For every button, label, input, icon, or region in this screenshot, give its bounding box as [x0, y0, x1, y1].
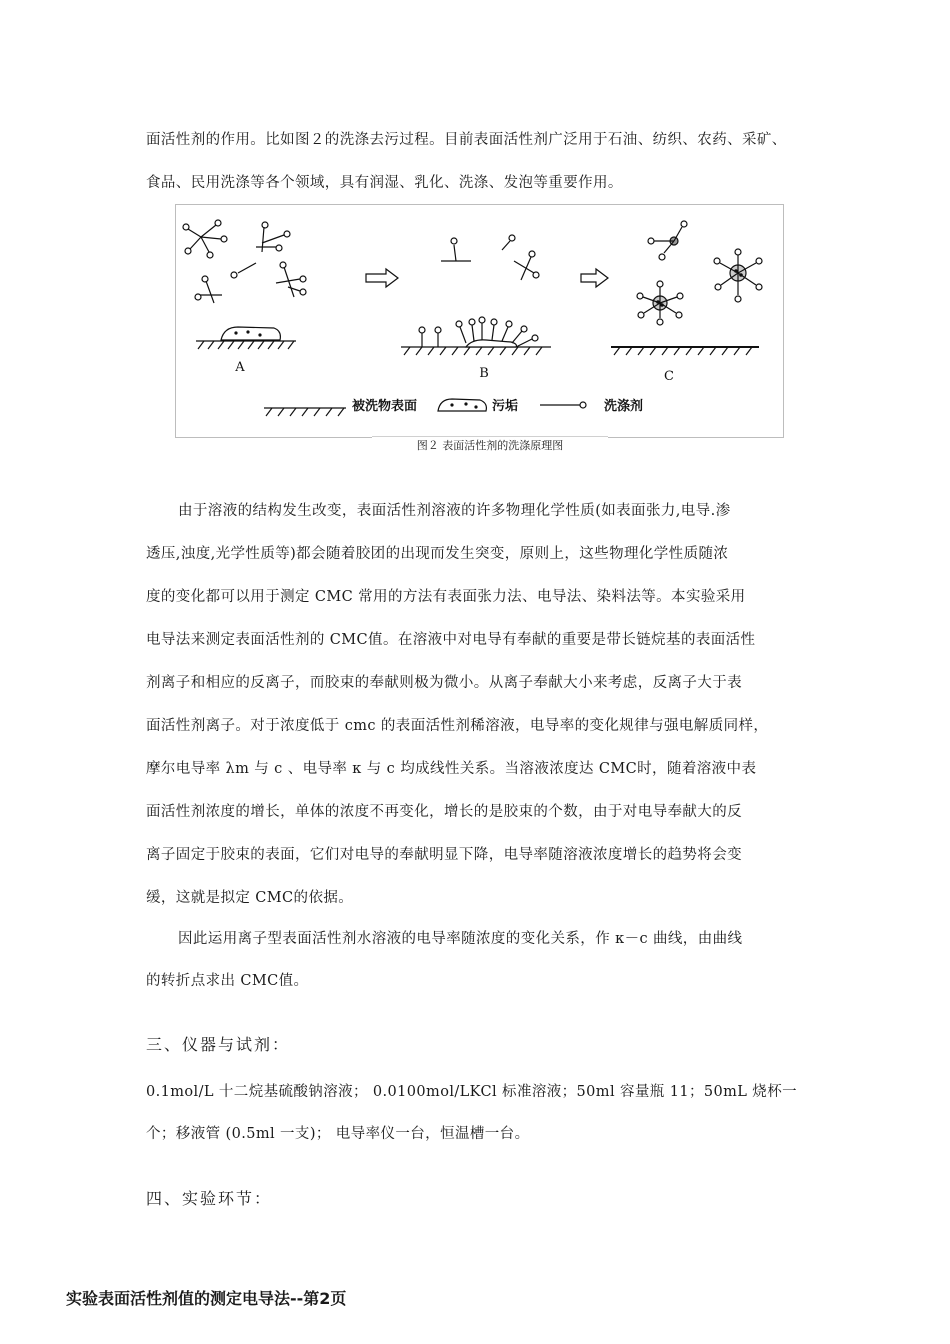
- section-3-line-1: 0.1mol/L 十二烷基硫酸钠溶液； 0.0100mol/LKCl 标准溶液；50ml 容量瓶 11；50mL 烧杯一: [146, 1084, 798, 1100]
- panel-label-a: A: [235, 360, 245, 375]
- p1-line-10: 缓，这就是拟定 CMC的依据。: [146, 890, 354, 906]
- molecule-cluster-a2: [256, 222, 290, 252]
- arrow-right-icon: [581, 269, 608, 287]
- washing-diagram: [176, 205, 783, 437]
- p1-line-9: 离子固定于胶束的表面，它们对电导的奉献明显下降，电导率随溶液浓度增长的趋势将会变: [146, 847, 742, 863]
- page-footer: 实验表面活性剂值的测定电导法--第2页: [66, 1289, 347, 1308]
- legend-dirt-label: 污垢: [492, 399, 519, 414]
- figure-caption: 图２ 表面活性剂的洗涤原理图: [372, 436, 608, 453]
- detergent-figure: [175, 204, 784, 438]
- p2-line-1: 因此运用离子型表面活性剂水溶液的电导率随浓度的变化关系，作 κ－c 曲线，由曲线: [178, 931, 743, 947]
- molecule-cluster-a5: [195, 276, 222, 303]
- p1-line-5: 剂离子和相应的反离子，而胶束的奉献则极为微小。从离子奉献大小来考虑，反离子大于表: [146, 675, 742, 691]
- surface-hatch-c: [614, 347, 752, 355]
- p1-line-7: 摩尔电导率 λm 与 c 、电导率 κ 与 c 均成线性关系。当溶液浓度达 CMC时，随着溶液中表: [146, 761, 757, 777]
- p1-line-3: 度的变化都可以用于测定 CMC 常用的方法有表面张力法、电导法、染料法等。本实验采用: [146, 589, 746, 605]
- p1-line-2: 透压,浊度,光学性质等)都会随着胶团的出现而发生突变，原则上，这些物理化学性质随浓: [146, 546, 729, 562]
- section-3-heading: 三、仪器与试剂：: [146, 1035, 291, 1054]
- p1-line-6: 面活性剂离子。对于浓度低于 cmc 的表面活性剂稀溶液，电导率的变化规律与强电解质同样，: [146, 718, 769, 734]
- arrow-right-icon: [366, 269, 398, 287]
- panel-label-c: C: [664, 369, 674, 384]
- molecule-a3: [231, 263, 256, 278]
- panel-label-b: B: [479, 366, 489, 381]
- surface-hatch-a: [198, 341, 294, 349]
- legend-detergent-label: 洗涤剂: [604, 399, 644, 414]
- legend-surface-label: 被洗物表面: [352, 399, 418, 414]
- p1-line-4: 电导法来测定表面活性剂的 CMC值。在溶液中对电导有奉献的重要是带长链烷基的表面活性: [146, 632, 756, 648]
- micelle-c2: [714, 249, 762, 302]
- p2-line-2: 的转折点求出 CMC值。: [146, 973, 309, 989]
- section-3-line-2: 个；移液管 (0.5ml 一支)； 电导率仪一台，恒温槽一台。: [146, 1126, 530, 1142]
- micelle-c3: [637, 281, 683, 325]
- intro-line-1: 面活性剂的作用。比如图２的洗涤去污过程。目前表面活性剂广泛用于石油、纺织、农药、采矿、: [146, 132, 787, 148]
- legend-dirt-icon: [438, 399, 486, 411]
- legend-surface-hatch: [266, 408, 344, 416]
- section-4-heading: 四、实验环节：: [146, 1189, 273, 1208]
- dirt-a: [221, 327, 280, 340]
- intro-line-2: 食品、民用洗涤等各个领域，具有润湿、乳化、洗涤、发泡等重要作用。: [146, 175, 623, 191]
- p1-line-1: 由于溶液的结构发生改变，表面活性剂溶液的许多物理化学性质(如表面张力,电导.渗: [178, 503, 731, 519]
- p1-line-8: 面活性剂浓度的增长，单体的浓度不再变化，增长的是胶束的个数，由于对电导奉献大的反: [146, 804, 742, 820]
- molecule-cluster-a1: [183, 220, 227, 258]
- surface-hatch-b: [404, 347, 542, 355]
- molecule-cluster-a4: [276, 262, 306, 297]
- micelle-c1: [648, 221, 687, 260]
